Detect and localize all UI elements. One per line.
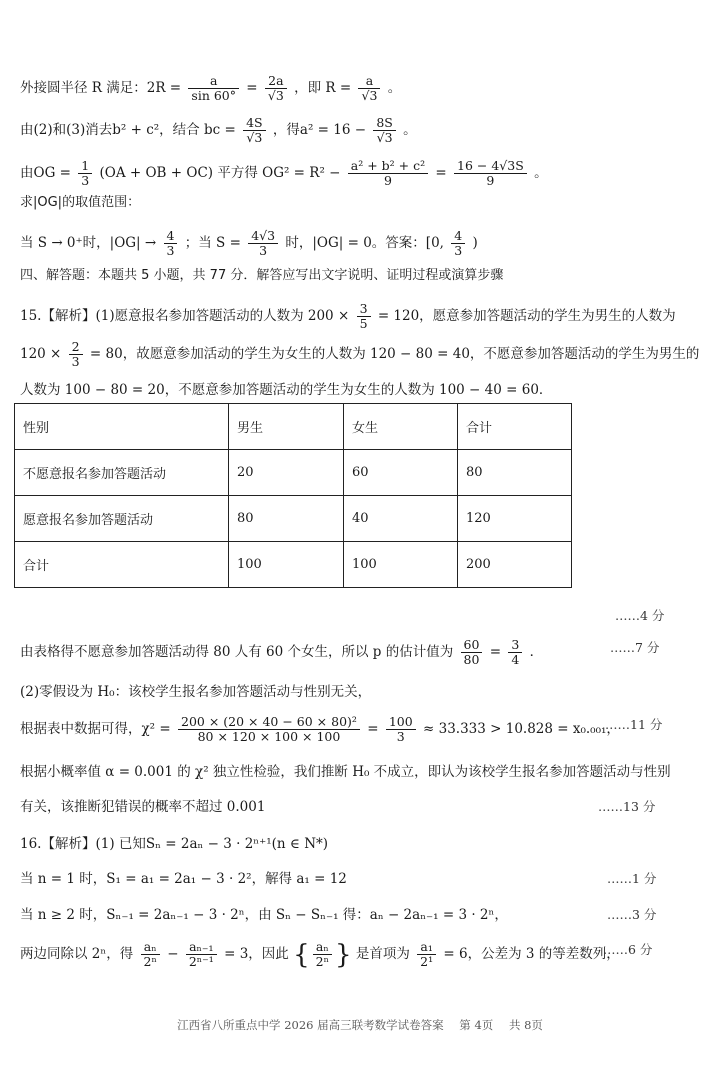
contingency-table: [14, 403, 572, 588]
footer-title: 江西省八所重点中学 2026 届高三联考数学试卷答案: [177, 1018, 444, 1032]
fraction: $\frac{2}{3}$: [69, 340, 83, 369]
fraction: $\frac{4√3}{3}$: [248, 229, 278, 258]
score-marker: ……13 分: [598, 799, 656, 814]
fraction: $\frac{\text{aₙ}}{\text{2ⁿ}}$: [313, 940, 332, 969]
footer-total: 共 8页: [508, 1018, 543, 1032]
fraction: $\frac{100}{3}$: [386, 715, 416, 744]
table-row: [15, 450, 572, 496]
q15-line-2: 120 × $\frac{2}{3}$ = 80，故愿意参加活动的学生为女生的人数为 120 − 80 = 40，不愿意参加答题活动的学生为男生的: [20, 339, 700, 369]
table-cell: 80: [458, 450, 572, 496]
answer-line: 当 S → 0⁺时，|OG| → $\frac{4}{3}$ ；当 S = $\frac{4√3}{3}$ 时，|OG| = 0。答案：[0, $\frac{4}{3}$ ): [20, 228, 478, 258]
score-marker: ……1 分: [607, 871, 657, 886]
q16-arith-line: 两边同除以 2ⁿ，得 $\frac{\text{aₙ}}{\text{2ⁿ}}$ − $\frac{\text{aₙ₋₁}}{\text{2ⁿ⁻¹}}$ = 3，因此 { $\frac{\text{aₙ}}{\text{2ⁿ}}$ } 是首项为 $\frac{\text{a₁}}{\text{2¹}}$ = 6，公差为 3 的等差数列，: [20, 939, 620, 970]
footer-page: 第 4页: [459, 1018, 494, 1032]
q16-heading: 16.【解析】(1) 已知Sₙ = 2aₙ − 3 · 2ⁿ⁺¹(n ∈ N*): [20, 836, 329, 852]
fraction: $\frac{\text{a² + b² + c²}}{9}$: [348, 159, 428, 188]
table-cell: 愿意报名参加答题活动: [15, 496, 229, 542]
page-footer: [0, 1017, 720, 1033]
score-marker: ……11 分: [605, 717, 663, 732]
fraction: $\frac{\text{a₁}}{\text{2¹}}$: [417, 940, 436, 969]
score-marker: ……6 分: [603, 942, 653, 957]
table-cell: 60: [344, 450, 458, 496]
fraction: $\frac{16 - 4√3S}{9}$: [454, 159, 527, 188]
fraction: $\frac{60}{80}$: [461, 638, 483, 667]
q16-n2-line: 当 n ≥ 2 时，Sₙ₋₁ = 2aₙ₋₁ − 3 · 2ⁿ，由 Sₙ − Sₙ₋₁ 得：aₙ − 2aₙ₋₁ = 3 · 2ⁿ，: [20, 907, 508, 923]
fraction: $\frac{a}{\sin 60^\circ}$: [188, 74, 239, 103]
conclusion-line-2: 有关，该推断犯错误的概率不超过 0.001: [20, 799, 266, 815]
conclusion-line-1: 根据小概率值 α = 0.001 的 χ² 独立性检验，我们推断 H₀ 不成立，即认为该校学生报名参加答题活动与性别: [20, 764, 671, 780]
text: 外接圆半径 R 满足：2R =: [20, 80, 182, 96]
fraction: $\frac{3}{4}$: [508, 638, 522, 667]
score-marker: ……3 分: [607, 907, 657, 922]
table-header-cell: 男生: [229, 404, 344, 450]
table-header-row: [15, 404, 572, 450]
section-heading: 四、解答题：本题共 5 小题，共 77 分．解答应写出文字说明、证明过程或演算步骤: [20, 268, 504, 283]
chi-square-line: 根据表中数据可得，χ² = $\frac{\text{200 × (20 × 40 − 60 × 80)²}}{80 \times 120 \times 100 \times 100}$ = $\frac{100}{3}$ ≈ 33.333 > 10.828 = x₀.₀₀₁，: [20, 714, 620, 744]
fraction: $\frac{4S}{√3}$: [243, 116, 266, 145]
score-marker: ……7 分: [610, 640, 660, 655]
q16-n1-line: 当 n = 1 时，S₁ = a₁ = 2a₁ − 3 · 2²，解得 a₁ = 12: [20, 871, 347, 887]
table-cell: 100: [344, 542, 458, 588]
fraction: $\frac{\text{aₙ₋₁}}{\text{2ⁿ⁻¹}}$: [186, 940, 217, 969]
fraction: $\frac{\text{200 × (20 × 40 − 60 × 80)²}}{80 \times 120 \times 100 \times 100}$: [178, 715, 360, 744]
range-question: 求|OG|的取值范围：: [20, 195, 141, 210]
table-cell: 不愿意报名参加答题活动: [15, 450, 229, 496]
fraction: $\frac{2a}{√3}$: [265, 74, 287, 103]
fraction: $\frac{3}{5}$: [357, 302, 371, 331]
table-row: [15, 542, 572, 588]
fraction: $\frac{8S}{√3}$: [373, 116, 396, 145]
fraction: $\frac{4}{3}$: [451, 229, 465, 258]
fraction: $\frac{a}{√3}$: [358, 74, 380, 103]
table-header-cell: 合计: [458, 404, 572, 450]
table-header-cell: 女生: [344, 404, 458, 450]
eliminate-line: 由(2)和(3)消去b² + c²，结合 bc = $\frac{4S}{√3}$ ，得a² = 16 − $\frac{8S}{√3}$ 。: [20, 115, 417, 145]
circumradius-line: 外接圆半径 R 满足：2R = $\frac{a}{\sin 60^\circ}$ = $\frac{2a}{√3}$ ，即 R = $\frac{a}{√3}$ 。: [20, 73, 402, 103]
table-cell: 合计: [15, 542, 229, 588]
table-cell: 200: [458, 542, 572, 588]
q15-line-1: 15.【解析】(1)愿意报名参加答题活动的人数为 200 × $\frac{3}{5}$ = 120，愿意参加答题活动的学生为男生的人数为: [20, 301, 676, 331]
hypothesis-line: (2)零假设为 H₀：该校学生报名参加答题活动与性别无关，: [20, 684, 372, 700]
fraction: $\frac{1}{3}$: [78, 159, 92, 188]
table-cell: 120: [458, 496, 572, 542]
table-row: [15, 496, 572, 542]
q15-line-3: 人数为 100 − 80 = 20，不愿意参加答题活动的学生为女生的人数为 100 − 40 = 60．: [20, 382, 553, 398]
table-cell: 20: [229, 450, 344, 496]
table-cell: 100: [229, 542, 344, 588]
fraction: $\frac{4}{3}$: [164, 229, 178, 258]
og-squared-line: 由OG = $\frac{1}{3}$ (OA + OB + OC) 平方得 OG² = R² − $\frac{\text{a² + b² + c²}}{9}$ = $\frac{16 - 4√3S}{9}$ 。: [20, 158, 548, 188]
fraction: $\frac{\text{aₙ}}{\text{2ⁿ}}$: [141, 940, 160, 969]
estimate-line: 由表格得不愿意参加答题活动得 80 人有 60 个女生，所以 p 的估计值为 $\frac{60}{80}$ = $\frac{3}{4}$ ．: [20, 637, 544, 667]
table-cell: 40: [344, 496, 458, 542]
score-marker: ……4 分: [615, 608, 665, 623]
table-header-cell: 性别: [15, 404, 229, 450]
table-cell: 80: [229, 496, 344, 542]
